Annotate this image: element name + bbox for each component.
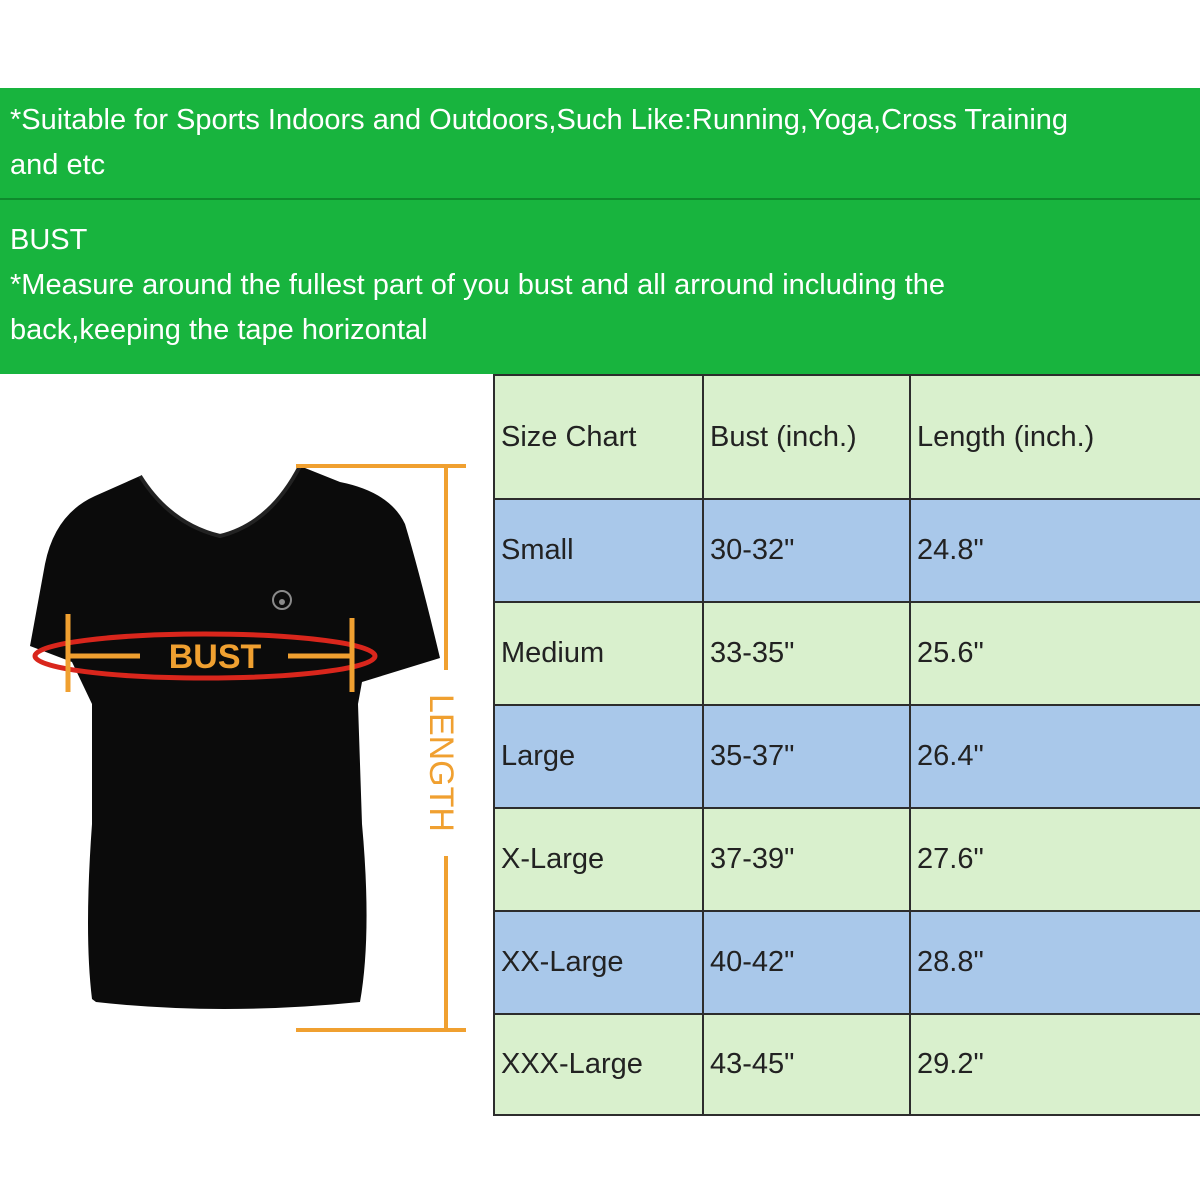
bust-cell: 33-35"	[703, 602, 910, 705]
bust-instructions	[0, 198, 1200, 374]
features-line-1: *Suitable for Sports Indoors and Outdoors,Such Like:Running,Yoga,Cross Training	[10, 104, 1069, 136]
header-bust: Bust (inch.)	[703, 375, 910, 499]
features-banner	[0, 88, 1200, 198]
size-cell: X-Large	[494, 808, 703, 911]
shirt-illustration	[0, 374, 493, 1114]
table-header-row	[494, 375, 1200, 499]
length-cell: 24.8"	[910, 499, 1200, 602]
size-cell: Large	[494, 705, 703, 808]
length-cell: 28.8"	[910, 911, 1200, 1014]
features-line-2: and etc	[10, 149, 106, 181]
bust-cell: 43-45"	[703, 1014, 910, 1115]
bust-cell: 30-32"	[703, 499, 910, 602]
t-shirt-shape	[30, 466, 440, 1009]
table-row	[494, 911, 1200, 1014]
header-size: Size Chart	[494, 375, 703, 499]
length-cell: 29.2"	[910, 1014, 1200, 1115]
bust-heading: BUST	[10, 224, 88, 256]
bust-cell: 37-39"	[703, 808, 910, 911]
table-row	[494, 602, 1200, 705]
length-cell: 26.4"	[910, 705, 1200, 808]
bust-instruction-line-2: back,keeping the tape horizontal	[10, 314, 428, 346]
shirt-measurement-figure	[0, 374, 493, 1114]
bust-figure-label: BUST	[168, 638, 262, 676]
size-cell: Medium	[494, 602, 703, 705]
size-cell: Small	[494, 499, 703, 602]
length-figure-label: LENGTH	[422, 694, 460, 832]
size-cell: XXX-Large	[494, 1014, 703, 1115]
table-row	[494, 808, 1200, 911]
table-row	[494, 499, 1200, 602]
table-row	[494, 1014, 1200, 1115]
size-cell: XX-Large	[494, 911, 703, 1014]
bust-instruction-line-1: *Measure around the fullest part of you bust and all arround including the	[10, 269, 946, 301]
size-chart-table	[493, 374, 1200, 1116]
bust-cell: 40-42"	[703, 911, 910, 1014]
length-cell: 25.6"	[910, 602, 1200, 705]
length-cell: 27.6"	[910, 808, 1200, 911]
bust-cell: 35-37"	[703, 705, 910, 808]
header-length: Length (inch.)	[910, 375, 1200, 499]
table-row	[494, 705, 1200, 808]
